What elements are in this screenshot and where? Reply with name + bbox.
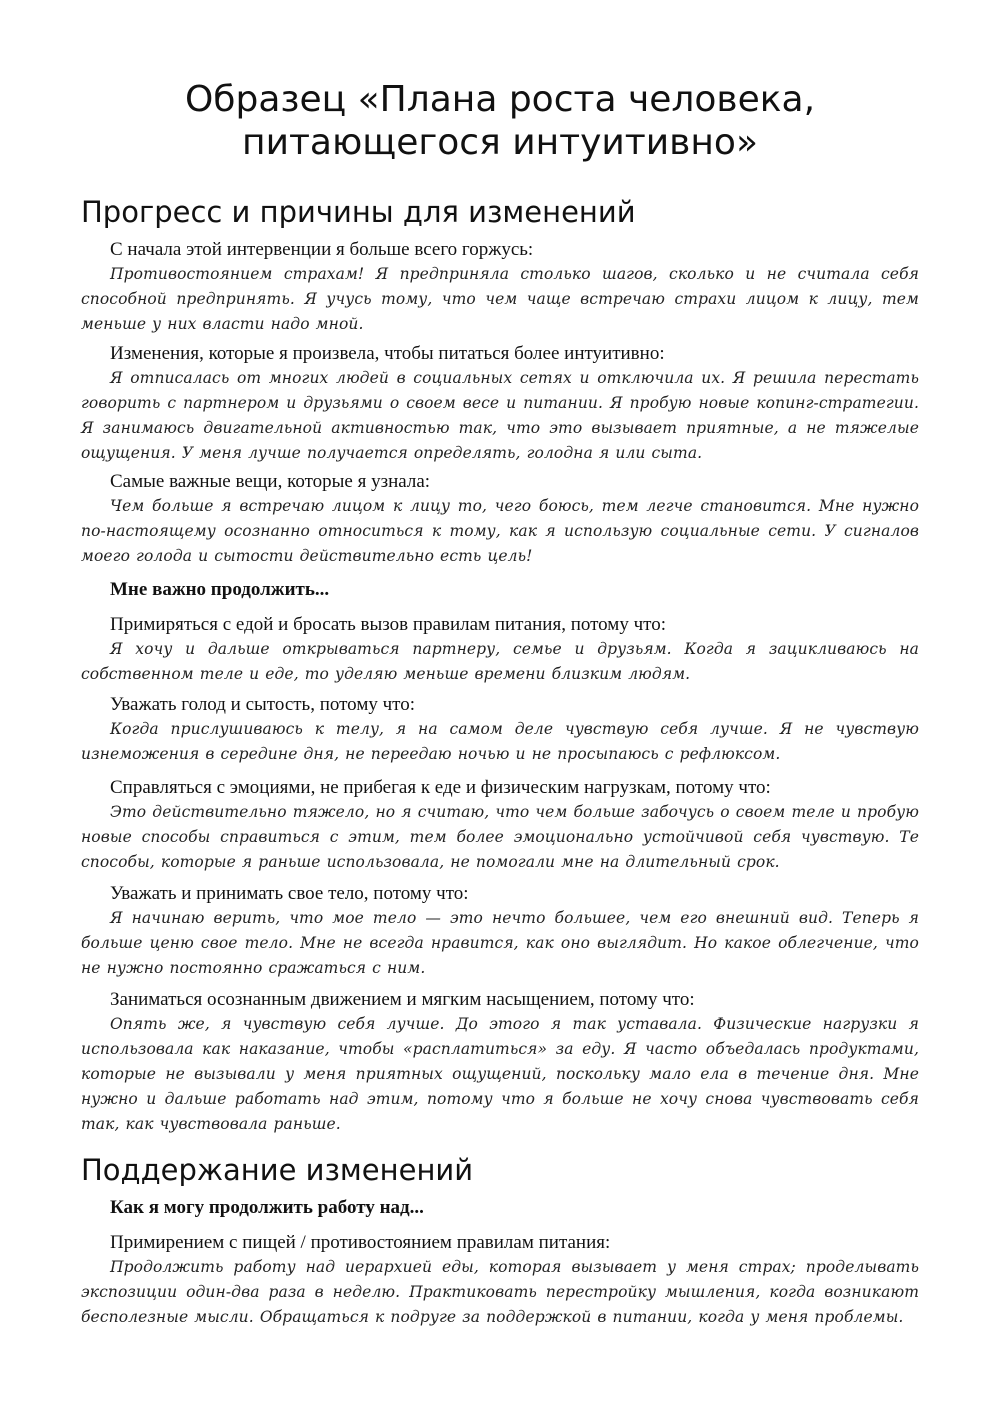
- item-answer: Я отписалась от многих людей в социальных сетях и отключила их. Я решила перестать говорить с партнером и друзьями о своем весе и питании. Я пробую новые копинг-стратегии. Я занимаюсь двигательной активностью так, что это вызывает приятные, а не тяжелые ощущения. У меня лучше получается определять, голодна я или сыта.: [81, 369, 919, 462]
- subheading-continue: Мне важно продолжить...: [110, 579, 330, 600]
- subheading-continue-block: [81, 578, 919, 602]
- item-changes: [81, 342, 919, 466]
- item-answer: Чем больше я встречаю лицом к лицу то, чего боюсь, тем легче становится. Мне нужно по-настоящему осознанно относиться к тому, как я использую социальные сети. У сигналов моего голода и сытости действительно есть цель!: [81, 497, 919, 565]
- item-prompt: Заниматься осознанным движением и мягким насыщением, потому что:: [110, 989, 695, 1010]
- page-title: [80, 78, 920, 164]
- section-heading-progress: Прогресс и причины для изменений: [81, 195, 636, 229]
- item-learned: [81, 470, 919, 569]
- item-answer: Опять же, я чувствую себя лучше. До этого я так уставала. Физические нагрузки я использовала как наказание, чтобы «расплатиться» за еду. Я часто объедалась продуктами, которые не вызывали у меня приятных ощущений, поскольку мало ела в течение дня. Мне нужно и дальше работать над этим, потому что я больше не хочу снова чувствовать себя так, как чувствовала раньше.: [81, 1015, 919, 1133]
- item-prompt: Примиряться с едой и бросать вызов правилам питания, потому что:: [110, 614, 666, 635]
- item-answer: Когда прислушиваюсь к телу, я на самом деле чувствую себя лучше. Я не чувствую изнеможения в середине дня, не переедаю ночью и не просыпаюсь с рефлюксом.: [81, 720, 919, 763]
- item-answer: Противостоянием страхам! Я предприняла столько шагов, сколько и не считала себя способной предпринять. Я учусь тому, что чем чаще встречаю страхи лицом к лицу, тем меньше у них власти надо мной.: [81, 265, 919, 333]
- item-movement: [81, 988, 919, 1137]
- item-answer: Я хочу и дальше открываться партнеру, семье и друзьям. Когда я зацикливаюсь на собственном теле и еде, то уделяю меньше времени близким людям.: [81, 640, 919, 683]
- item-emotions: [81, 776, 919, 875]
- item-prompt: Самые важные вещи, которые я узнала:: [110, 471, 431, 492]
- subheading-howto-block: [81, 1196, 919, 1220]
- item-answer: Я начинаю верить, что мое тело — это нечто большее, чем его внешний вид. Теперь я больше ценю свое тело. Мне не всегда нравится, как оно выглядит. Но какое облегчение, что не нужно постоянно сражаться с ним.: [81, 909, 919, 977]
- title-line-2: питающегося интуитивно»: [242, 122, 758, 163]
- subheading-howto: Как я могу продолжить работу над...: [110, 1197, 424, 1218]
- item-prompt: Справляться с эмоциями, не прибегая к еде и физическим нагрузкам, потому что:: [110, 777, 771, 798]
- title-line-1: Образец «Плана роста человека,: [184, 79, 816, 120]
- item-answer: Это действительно тяжело, но я считаю, что чем больше забочусь о своем теле и пробую новые способы справиться с этим, тем более эмоционально устойчивой себя чувствую. Те способы, которые я раньше использовала, не помогали мне на длительный срок.: [81, 803, 919, 871]
- item-hunger-fullness: [81, 693, 919, 767]
- item-proud: [81, 238, 919, 337]
- item-prompt: Примирением с пищей / противостоянием правилам питания:: [110, 1232, 611, 1253]
- item-answer: Продолжить работу над иерархией еды, которая вызывает у меня страх; проделывать экспозиции один-два раза в неделю. Практиковать перестройку мышления, когда возникают бесполезные мысли. Обращаться к подруге за поддержкой в питании, когда у меня проблемы.: [81, 1258, 919, 1326]
- item-prompt: Изменения, которые я произвела, чтобы питаться более интуитивно:: [110, 343, 665, 364]
- item-prompt: Уважать и принимать свое тело, потому что:: [110, 883, 469, 904]
- item-food-rules: [81, 613, 919, 687]
- item-prompt: С начала этой интервенции я больше всего горжусь:: [110, 239, 534, 260]
- item-body-respect: [81, 882, 919, 981]
- item-food-peace: [81, 1231, 919, 1330]
- section-heading-maintenance: Поддержание изменений: [81, 1153, 474, 1187]
- item-prompt: Уважать голод и сытость, потому что:: [110, 694, 415, 715]
